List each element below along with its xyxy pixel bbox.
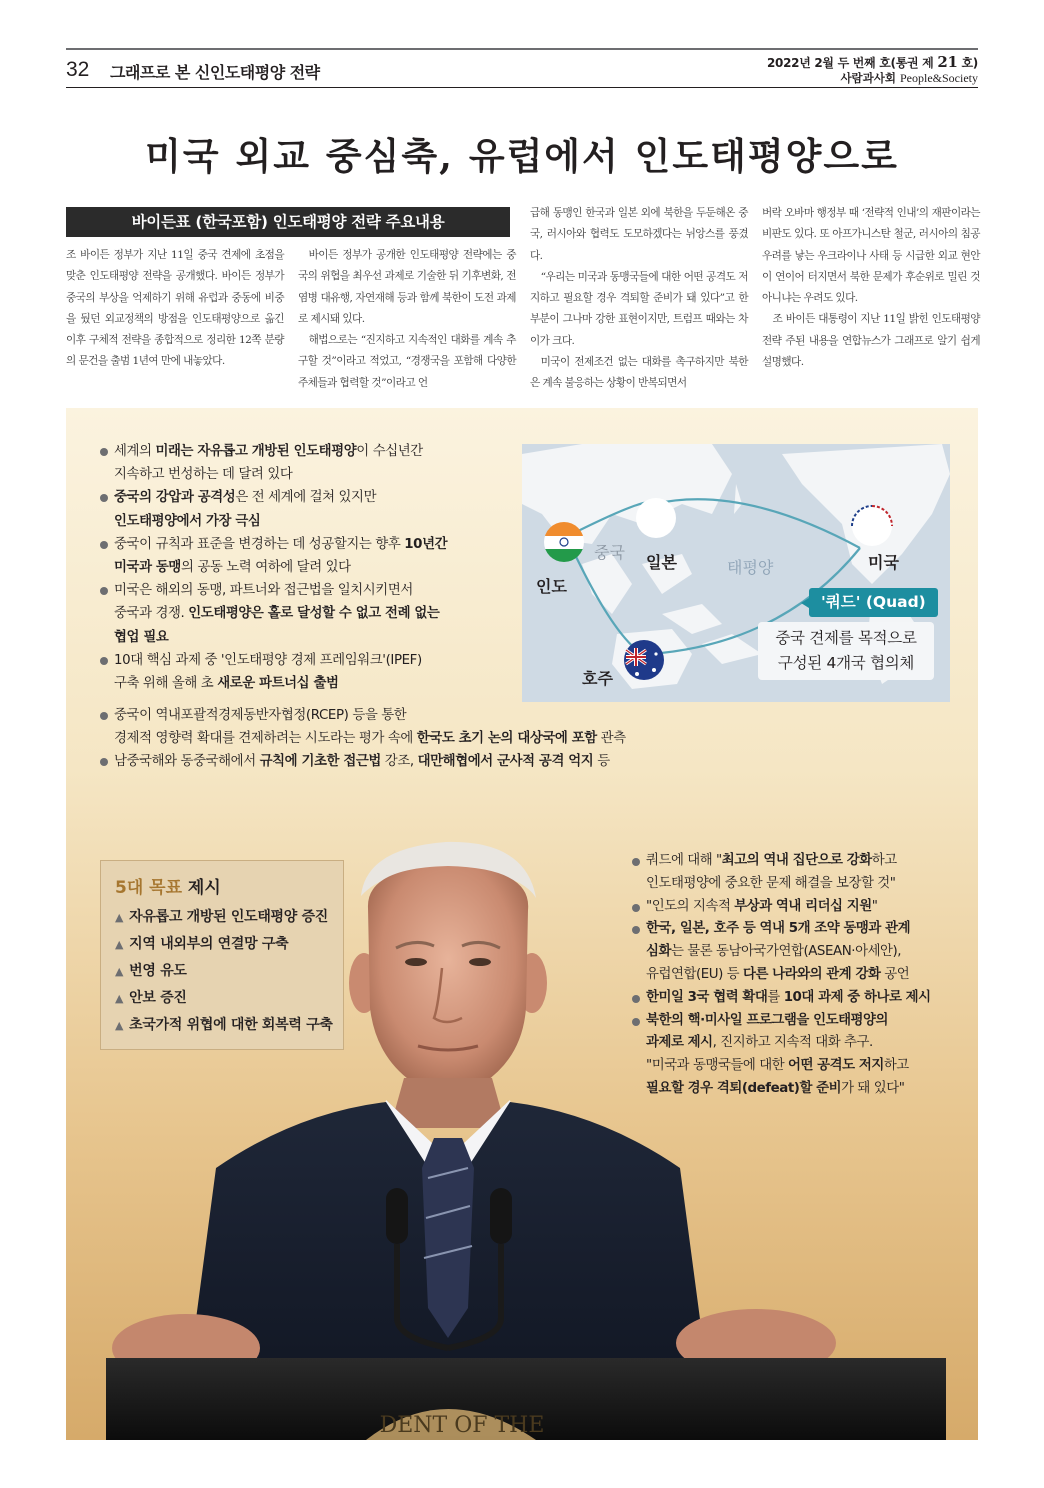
quad-map xyxy=(522,444,950,702)
text: 이 수십년간 xyxy=(356,444,423,459)
triangle-icon: ▲ xyxy=(115,911,124,924)
goal-text: 지역 내외부의 연결망 구축 xyxy=(129,936,289,952)
paragraph: 미국이 전제조건 없는 대화를 촉구하지만 북한은 계속 불응하는 상황이 반복되면서 xyxy=(530,356,748,390)
bullet-line xyxy=(646,941,962,964)
bullet-line xyxy=(114,727,800,750)
subhead-bar: 바이든표 (한국포함) 인도태평양 전략 주요내용 xyxy=(66,207,510,237)
text: 중국과 경쟁. xyxy=(114,606,189,622)
bullet-item xyxy=(100,704,800,750)
paragraph: 급해 동맹인 한국과 일본 외에 북한을 두둔해온 중국, 러시아와 협력도 도모하겠다는 뉘앙스를 풍겼다. xyxy=(530,207,748,262)
page-number: 32 xyxy=(66,58,90,81)
triangle-icon: ▲ xyxy=(115,938,124,951)
text: "인도의 지속적 xyxy=(646,898,735,914)
bullet-item xyxy=(632,987,962,1010)
bullet-line xyxy=(114,533,500,556)
bullet-item xyxy=(100,649,500,695)
bullet-line xyxy=(646,1032,962,1055)
text: 쿼드에 대해 " xyxy=(646,853,722,868)
bullet-line xyxy=(646,1055,962,1078)
bold-text: 10년간 xyxy=(404,536,448,552)
bullet-item xyxy=(100,486,500,532)
text: 10대 핵심 과제 중 '인도태평양 경제 프레임워크'(IPEF) xyxy=(114,652,422,668)
bullet-line xyxy=(114,556,500,579)
quad-description xyxy=(758,622,934,680)
bold-text: 인도태평양은 홀로 달성할 수 없고 전례 없는 xyxy=(188,606,440,622)
bold-text: 한국, 일본, 호주 등 역내 5개 조약 동맹과 관계 xyxy=(646,921,911,937)
bold-text: 한미일 3국 협력 확대 xyxy=(646,989,768,1005)
india-flag-icon xyxy=(544,522,584,563)
bullet-line xyxy=(646,850,962,873)
paragraph: “우리는 미국과 동맹국들에 대한 어떤 공격도 저지하고 필요할 경우 격퇴할 준비가 돼 있다”고 한 부분이 그나마 강한 표현이지만, 트럼프 때와는 차이가 크다. xyxy=(530,270,748,347)
issue-prefix: 2022년 2월 두 번째 호(통권 제 xyxy=(767,56,934,70)
triangle-icon: ▲ xyxy=(115,1019,124,1032)
goal-text: 초국가적 위협에 대한 회복력 구축 xyxy=(129,1017,333,1033)
text: 는 물론 동남아국가연합(ASEAN·아세안), xyxy=(670,944,902,960)
text: "미국과 동맹국들에 대한 xyxy=(646,1058,788,1074)
goal-item xyxy=(115,904,343,931)
australia-flag-icon xyxy=(624,640,664,680)
text: 세계의 xyxy=(114,444,156,459)
article-column-3 xyxy=(530,203,748,395)
bullet-item xyxy=(100,440,500,486)
bullet-item xyxy=(100,750,800,773)
bold-text: 인도태평양에서 가장 극심 xyxy=(114,513,261,529)
bold-text: 과제로 제시 xyxy=(646,1035,713,1051)
publisher-ko: 사람과사회 xyxy=(840,71,896,85)
five-goals-box xyxy=(100,860,344,1050)
podium-seal-text: DENT OF THE xyxy=(379,1413,545,1438)
bullet-line xyxy=(646,964,962,987)
bold-text: 필요할 경우 격퇴(defeat)할 준비 xyxy=(646,1080,842,1096)
bullet-item xyxy=(100,533,500,579)
article-column-4 xyxy=(762,203,980,373)
text: 공언 xyxy=(880,966,910,982)
page-header xyxy=(66,48,978,88)
bold-text: 심화 xyxy=(646,944,671,960)
triangle-icon: ▲ xyxy=(115,992,124,1005)
article-column-1 xyxy=(66,245,284,373)
goal-item xyxy=(115,1012,343,1039)
map-label-india: 인도 xyxy=(536,577,567,596)
issue-number: 21 xyxy=(937,53,958,71)
bullet-item xyxy=(100,579,500,649)
bullet-line xyxy=(114,626,500,649)
bold-text: 부상과 역내 리더십 지원 xyxy=(734,898,872,914)
paragraph: 버락 오바마 행정부 때 ‘전략적 인내’의 재판이라는 비판도 있다. 또 아프가니스탄 철군, 러시아의 침공 우려를 낳는 우크라이나 사태 등 시급한 외교 현안이 연이어 터지면서 북한 문제가 후순위로 밀린 것 아니냐는 우려도 있다. xyxy=(762,207,980,305)
bullet-line xyxy=(114,463,500,486)
quad-desc-line-1: 중국 견제를 목적으로 xyxy=(775,629,917,647)
text: 인도태평양에 중요한 문제 해결을 보장할 것" xyxy=(646,875,896,891)
bullet-item xyxy=(632,896,962,919)
text: 남중국해와 동중국해에서 xyxy=(114,754,260,770)
bold-text: 북한의 핵·미사일 프로그램을 인도태평양의 xyxy=(646,1012,889,1028)
text: 은 전 세계에 걸쳐 있지만 xyxy=(235,490,377,506)
text: , 진지하고 지속적 대화 추구. xyxy=(712,1035,873,1051)
goal-text: 자유롭고 개방된 인도태평양 증진 xyxy=(129,909,329,925)
bullet-line xyxy=(114,704,800,727)
publisher-en: People&Society xyxy=(900,71,978,85)
bold-text: 한국도 초기 논의 대상국에 포함 xyxy=(416,731,597,747)
issue-suffix: 호) xyxy=(961,56,978,70)
text: 미국은 해외의 동맹, 파트너와 접근법을 일치시키면서 xyxy=(114,583,413,599)
text: 의 공동 노력 여하에 달려 있다 xyxy=(180,560,351,576)
bullet-line xyxy=(114,602,500,625)
bullet-item xyxy=(632,1010,962,1101)
text: 유럽연합(EU) 등 xyxy=(646,966,743,982)
text: 하고 xyxy=(871,853,897,868)
bold-text: 협업 필요 xyxy=(114,629,169,645)
paragraph: 바이든 정부가 공개한 인도태평양 전략에는 중국의 위협을 최우선 과제로 기술한 뒤 기후변화, 전염병 대유행, 자연재해 등과 함께 북한이 도전 과제로 제시돼 있다. xyxy=(298,249,516,325)
bullet-line xyxy=(646,873,962,896)
text: 를 xyxy=(767,989,784,1005)
bold-text: 대만해협에서 군사적 공격 억지 xyxy=(417,754,594,770)
bullet-line xyxy=(114,750,800,773)
paragraph: 조 바이든 대통령이 지난 11일 밝힌 인도태평양 전략 주된 내용을 연합뉴스가 그래프로 알기 쉽게 설명했다. xyxy=(762,313,980,369)
bullet-line xyxy=(646,896,962,919)
quad-desc-line-2: 구성된 4개국 협의체 xyxy=(777,654,915,672)
goals-title-accent: 5대 목표 xyxy=(115,878,183,898)
bold-text: 최고의 역내 집단으로 강화 xyxy=(721,853,872,868)
bullet-line xyxy=(114,510,500,533)
section-title: 그래프로 본 신인도태평양 전략 xyxy=(110,63,320,82)
text: 가 돼 있다" xyxy=(841,1080,905,1096)
article-column-2 xyxy=(298,245,516,394)
bullet-line xyxy=(114,649,500,672)
text: 중국이 역내포괄적경제동반자협정(RCEP) 등을 통한 xyxy=(114,708,407,723)
bold-text: 10대 과제 중 하나로 제시 xyxy=(783,989,931,1005)
quad-label: '쿼드' (Quad) xyxy=(809,588,938,617)
bullet-item xyxy=(632,918,962,986)
text: 강조, xyxy=(380,754,418,770)
goal-item xyxy=(115,958,343,985)
headline: 미국 외교 중심축, 유럽에서 인도태평양으로 xyxy=(145,134,899,178)
text: " xyxy=(871,898,878,914)
text: 등 xyxy=(593,754,610,770)
goal-item xyxy=(115,985,343,1012)
goals-title xyxy=(115,873,343,898)
bullet-line xyxy=(114,440,500,463)
map-label-china: 중국 xyxy=(594,543,625,562)
paragraph: 해법으로는 “진지하고 지속적인 대화를 계속 추구할 것”이라고 적었고, “경쟁국을 포함해 다양한 주체들과 협력할 것”이라고 언 xyxy=(298,334,516,389)
japan-flag-icon xyxy=(636,498,676,538)
key-points-wide xyxy=(100,704,800,774)
goals-list xyxy=(115,904,343,1039)
usa-flag-icon xyxy=(852,506,892,546)
text: 지속하고 번성하는 데 달려 있다 xyxy=(114,467,293,483)
publisher xyxy=(840,70,978,86)
map-label-pacific: 태평양 xyxy=(727,558,774,577)
text: 하고 xyxy=(883,1058,909,1074)
text: 관측 xyxy=(596,731,626,747)
bold-text: 미국과 동맹 xyxy=(114,560,181,576)
bullet-line xyxy=(114,579,500,602)
bold-text: 미래는 자유롭고 개방된 인도태평양 xyxy=(155,444,357,459)
bullet-line xyxy=(646,1010,962,1033)
bullet-line xyxy=(646,987,962,1010)
bullet-item xyxy=(632,850,962,896)
issue-info xyxy=(767,53,978,71)
infographic-panel xyxy=(66,408,978,1440)
text: 중국이 규칙과 표준을 변경하는 데 성공할지는 향후 xyxy=(114,536,405,552)
goal-text: 안보 증진 xyxy=(129,990,187,1006)
bold-text: 다른 나라와의 관계 강화 xyxy=(742,966,881,982)
map-label-usa: 미국 xyxy=(868,553,899,572)
goals-title-rest: 제시 xyxy=(182,878,221,898)
goal-item xyxy=(115,931,343,958)
bullet-line xyxy=(646,918,962,941)
bullet-line xyxy=(646,1078,962,1101)
goal-text: 번영 유도 xyxy=(129,963,187,979)
key-points-right xyxy=(632,850,962,1101)
map-label-japan: 일본 xyxy=(646,553,677,572)
paragraph: 조 바이든 정부가 지난 11일 중국 견제에 초점을 맞춘 인도태평양 전략을 공개했다. 바이든 정부가 중국의 부상을 억제하기 위해 유럽과 중동에 비중을 뒀던 외교정책의 방점을 인도태평양으로 옮긴 이후 구체적 전략을 종합적으로 정리한 12쪽 분량의 문건을 출범 1년여 만에 내놓았다. xyxy=(66,249,284,368)
bold-text: 규칙에 기초한 접근법 xyxy=(259,754,381,770)
bullet-line xyxy=(114,486,500,509)
bold-text: 중국의 강압과 공격성 xyxy=(114,490,236,506)
bold-text: 새로운 파트너십 출범 xyxy=(217,676,339,692)
text: 경제적 영향력 확대를 견제하려는 시도라는 평가 속에 xyxy=(114,731,417,747)
bullet-line xyxy=(114,672,500,695)
map-label-australia: 호주 xyxy=(582,669,613,688)
key-points-left xyxy=(100,440,500,695)
text: 구축 위해 올해 초 xyxy=(114,676,218,692)
triangle-icon: ▲ xyxy=(115,965,124,978)
bold-text: 어떤 공격도 저지 xyxy=(787,1058,884,1074)
